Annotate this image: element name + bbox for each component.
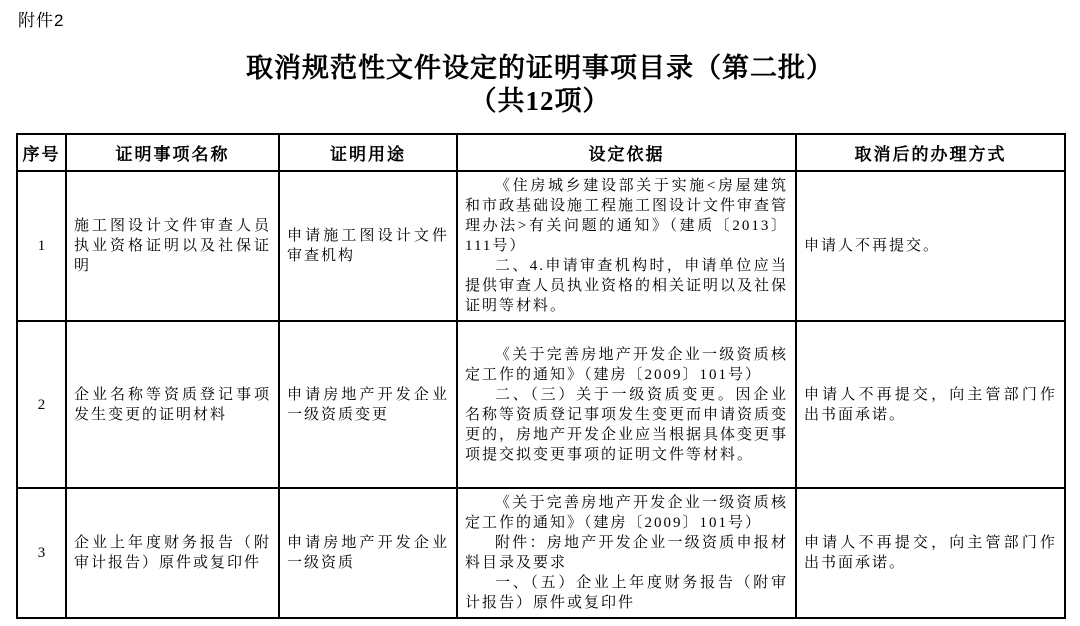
table-row [17, 321, 1065, 488]
row-number: 1 [17, 171, 66, 321]
header-purpose: 证明用途 [279, 134, 457, 171]
cert-purpose: 申请房地产开发企业一级资质 [279, 488, 457, 618]
table-header-row [17, 134, 1065, 171]
header-no: 序号 [17, 134, 66, 171]
header-basis: 设定依据 [457, 134, 796, 171]
cert-purpose: 申请房地产开发企业一级资质变更 [279, 321, 457, 488]
cert-item-name: 企业上年度财务报告（附审计报告）原件或复印件 [66, 488, 279, 618]
attachment-label: 附件2 [18, 11, 65, 30]
basis-paragraph: 二、4.申请审查机构时，申请单位应当提供审查人员执业资格的相关证明以及社保证明等材料。 [465, 258, 789, 314]
row-number: 3 [17, 488, 66, 618]
document-title [0, 52, 1080, 118]
row-number: 2 [17, 321, 66, 488]
header-method: 取消后的办理方式 [796, 134, 1065, 171]
document-title-line1: 取消规范性文件设定的证明事项目录（第二批） [246, 53, 834, 83]
basis-paragraph: 一、（五）企业上年度财务报告（附审计报告）原件或复印件 [465, 575, 788, 611]
setting-basis [457, 171, 796, 321]
table-row [17, 488, 1065, 618]
certification-items-table [16, 133, 1066, 619]
handling-method: 申请人不再提交。 [796, 171, 1065, 321]
basis-paragraph: 《关于完善房地产开发企业一级资质核定工作的通知》（建房〔2009〕101号） [465, 495, 788, 531]
cert-item-name: 企业名称等资质登记事项发生变更的证明材料 [66, 321, 279, 488]
setting-basis [457, 488, 796, 618]
basis-paragraph: 《关于完善房地产开发企业一级资质核定工作的通知》（建房〔2009〕101号） [465, 346, 788, 383]
handling-method: 申请人不再提交，向主管部门作出书面承诺。 [796, 488, 1065, 618]
basis-paragraph: 二、（三）关于一级资质变更。因企业名称等资质登记事项发生变更而申请资质变更的，房地产开发企业应当根据具体变更事项提交拟变更事项的证明文件等材料。 [465, 386, 789, 463]
header-name: 证明事项名称 [66, 134, 279, 171]
cert-purpose: 申请施工图设计文件审查机构 [279, 171, 457, 321]
basis-paragraph: 《住房城乡建设部关于实施<房屋建筑和市政基础设施工程施工图设计文件审查管理办法>有关问题的通知》（建质〔2013〕111号） [465, 178, 789, 254]
table-row [17, 171, 1065, 321]
cert-item-name: 施工图设计文件审查人员执业资格证明以及社保证明 [66, 171, 279, 321]
setting-basis [457, 321, 796, 488]
handling-method: 申请人不再提交，向主管部门作出书面承诺。 [796, 321, 1065, 488]
basis-paragraph: 附件：房地产开发企业一级资质申报材料目录及要求 [465, 535, 788, 571]
document-title-line2: （共12项） [469, 86, 611, 116]
